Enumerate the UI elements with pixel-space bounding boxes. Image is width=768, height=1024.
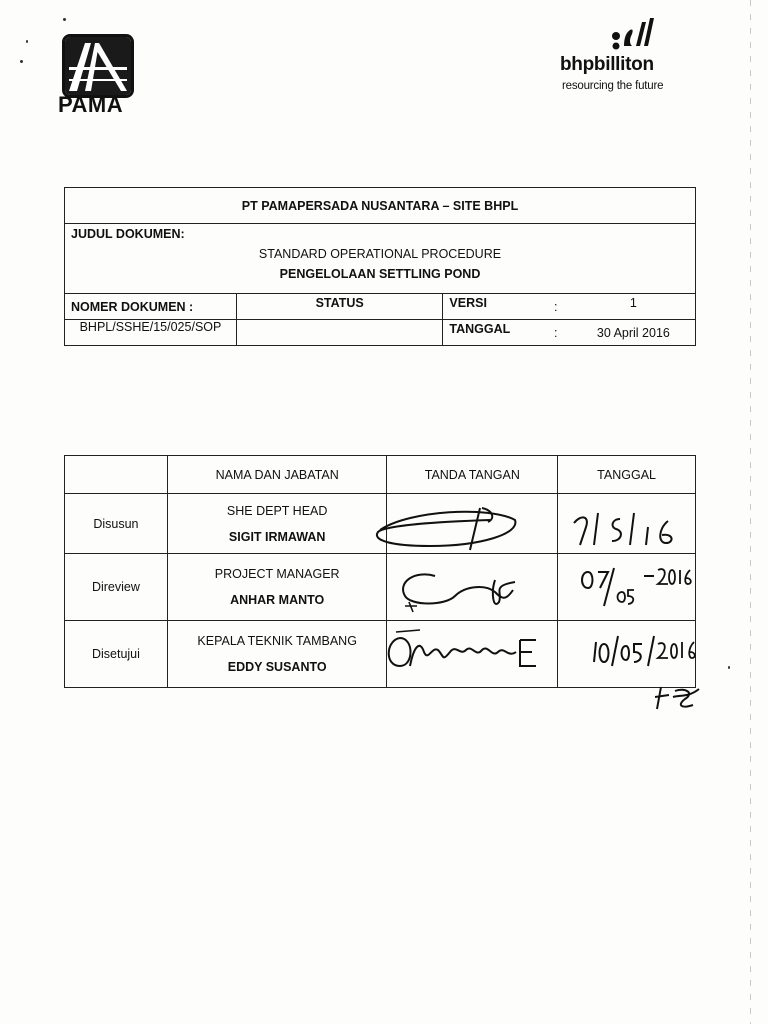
scan-speck	[20, 60, 23, 63]
nomer-dokumen-value: BHPL/SSHE/15/025/SOP	[65, 320, 237, 346]
approval-signature-cell	[387, 621, 558, 688]
status-value	[236, 320, 442, 346]
approval-name: EDDY SUSANTO	[227, 660, 327, 674]
document-title-line1: STANDARD OPERATIONAL PROCEDURE	[258, 247, 502, 261]
bhpbilliton-mark-icon	[610, 16, 654, 50]
approval-stage: Direview	[65, 554, 168, 621]
approval-person	[167, 494, 387, 554]
scan-speck	[728, 666, 730, 669]
approval-person	[167, 554, 387, 621]
pama-logo-emblem	[62, 34, 134, 98]
approval-header-name-position: NAMA DAN JABATAN	[167, 456, 387, 494]
versi-colon: :	[540, 294, 572, 320]
approval-date-cell	[558, 494, 696, 554]
document-title-line2: PENGELOLAAN SETTLING POND	[279, 267, 481, 281]
approval-row-disusun	[65, 494, 696, 554]
approval-signature-cell	[387, 554, 558, 621]
approval-row-direview	[65, 554, 696, 621]
bhpbilliton-name: bhpbilliton	[560, 54, 654, 75]
bhpbilliton-logo	[558, 14, 678, 100]
approval-date-cell	[558, 554, 696, 621]
page-edge-line	[750, 0, 751, 1024]
bhpbilliton-tagline: resourcing the future	[562, 80, 664, 92]
versi-label: VERSI	[443, 294, 540, 320]
pama-logo	[58, 34, 138, 116]
approval-name: SIGIT IRMAWAN	[228, 529, 326, 544]
scan-speck	[26, 40, 28, 43]
approval-stage: Disetujui	[65, 621, 168, 688]
approval-table	[64, 455, 696, 688]
document-header-table	[64, 187, 696, 346]
scan-speck	[63, 18, 66, 21]
tanggal-colon: :	[540, 320, 572, 346]
approval-position: PROJECT MANAGER	[214, 567, 340, 581]
versi-value: 1	[572, 294, 696, 320]
document-title-cell	[65, 224, 696, 294]
approval-header-signature: TANDA TANGAN	[387, 456, 558, 494]
approval-signature-cell	[387, 494, 558, 554]
status-label: STATUS	[236, 294, 442, 320]
approval-header-stage	[65, 456, 168, 494]
judul-label: JUDUL DOKUMEN:	[71, 227, 185, 241]
approval-header-date: TANGGAL	[558, 456, 696, 494]
approval-person	[167, 621, 387, 688]
pama-logo-text: PAMA	[58, 92, 124, 117]
company-name: PT PAMAPERSADA NUSANTARA – SITE BHPL	[65, 188, 696, 224]
approval-position: SHE DEPT HEAD	[226, 503, 328, 518]
tanggal-value: 30 April 2016	[572, 320, 696, 346]
tanggal-label: TANGGAL	[443, 320, 540, 346]
approval-position: KEPALA TEKNIK TAMBANG	[197, 634, 357, 648]
approval-stage: Disusun	[65, 494, 168, 554]
approval-date-cell	[558, 621, 696, 688]
approval-name: ANHAR MANTO	[230, 593, 325, 607]
nomer-dokumen-label: NOMER DOKUMEN :	[65, 294, 237, 320]
approval-row-disetujui	[65, 621, 696, 688]
